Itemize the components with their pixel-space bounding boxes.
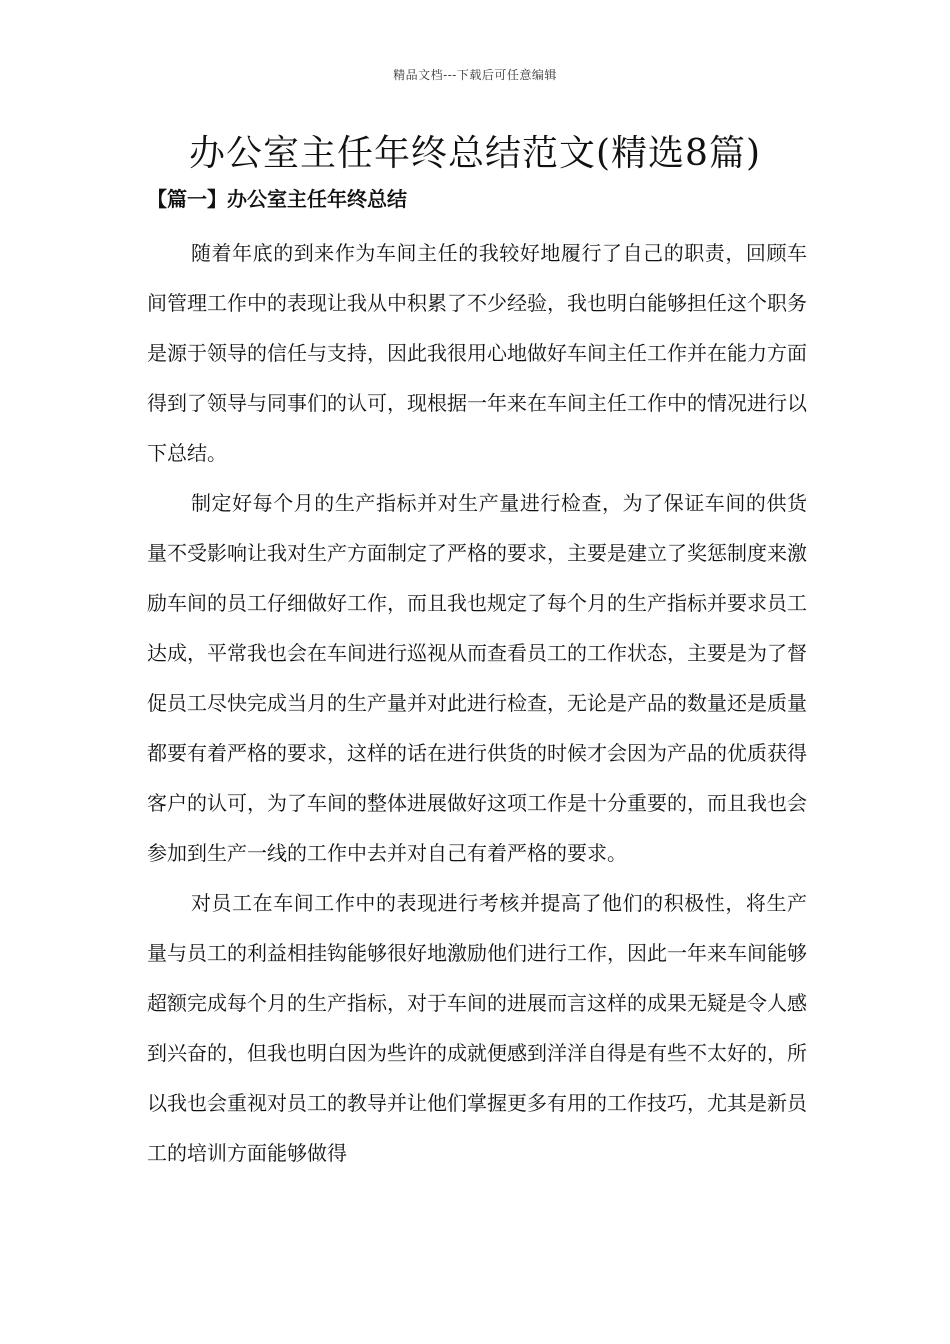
page-header: 精品文档---下载后可任意编辑 [393,68,557,82]
document-title: 办公室主任年终总结范文(精选8篇) [189,133,761,174]
paragraph-2: 制定好每个月的生产指标并对生产量进行检查，为了保证车间的供货量不受影响让我对生产方面制定了严格的要求，主要是建立了奖惩制度来激励车间的员工仔细做好工作，而且我也规定了每个月的生产指标并要求员工达成，平常我也会在车间进行巡视从而查看员工的工作状态，主要是为了督促员工尽快完成当月的生产量并对此进行检查，无论是产品的数量还是质量都要有着严格的要求，这样的话在进行供货的时候才会因为产品的优质获得客户的认可，为了车间的整体进展做好这项工作是十分重要的，而且我也会参加到生产一线的工作中去并对自己有着严格的要求。 [147,491,807,865]
paragraph-1: 随着年底的到来作为车间主任的我较好地履行了自己的职责，回顾车间管理工作中的表现让我从中积累了不少经验，我也明白能够担任这个职务是源于领导的信任与支持，因此我很用心地做好车间主任工作并在能力方面得到了领导与同事们的认可，现根据一年来在车间主任工作中的情况进行以下总结。 [147,241,807,465]
paragraph-3: 对员工在车间工作中的表现进行考核并提高了他们的积极性，将生产量与员工的利益相挂钩能够很好地激励他们进行工作，因此一年来车间能够超额完成每个月的生产指标，对于车间的进展而言这样的成果无疑是令人感到兴奋的，但我也明白因为些许的成就便感到洋洋自得是有些不太好的，所以我也会重视对员工的教导并让他们掌握更多有用的工作技巧，尤其是新员工的培训方面能够做得 [147,891,807,1165]
section-heading: 【篇一】办公室主任年终总结 [147,187,407,211]
document-body [147,228,807,1178]
